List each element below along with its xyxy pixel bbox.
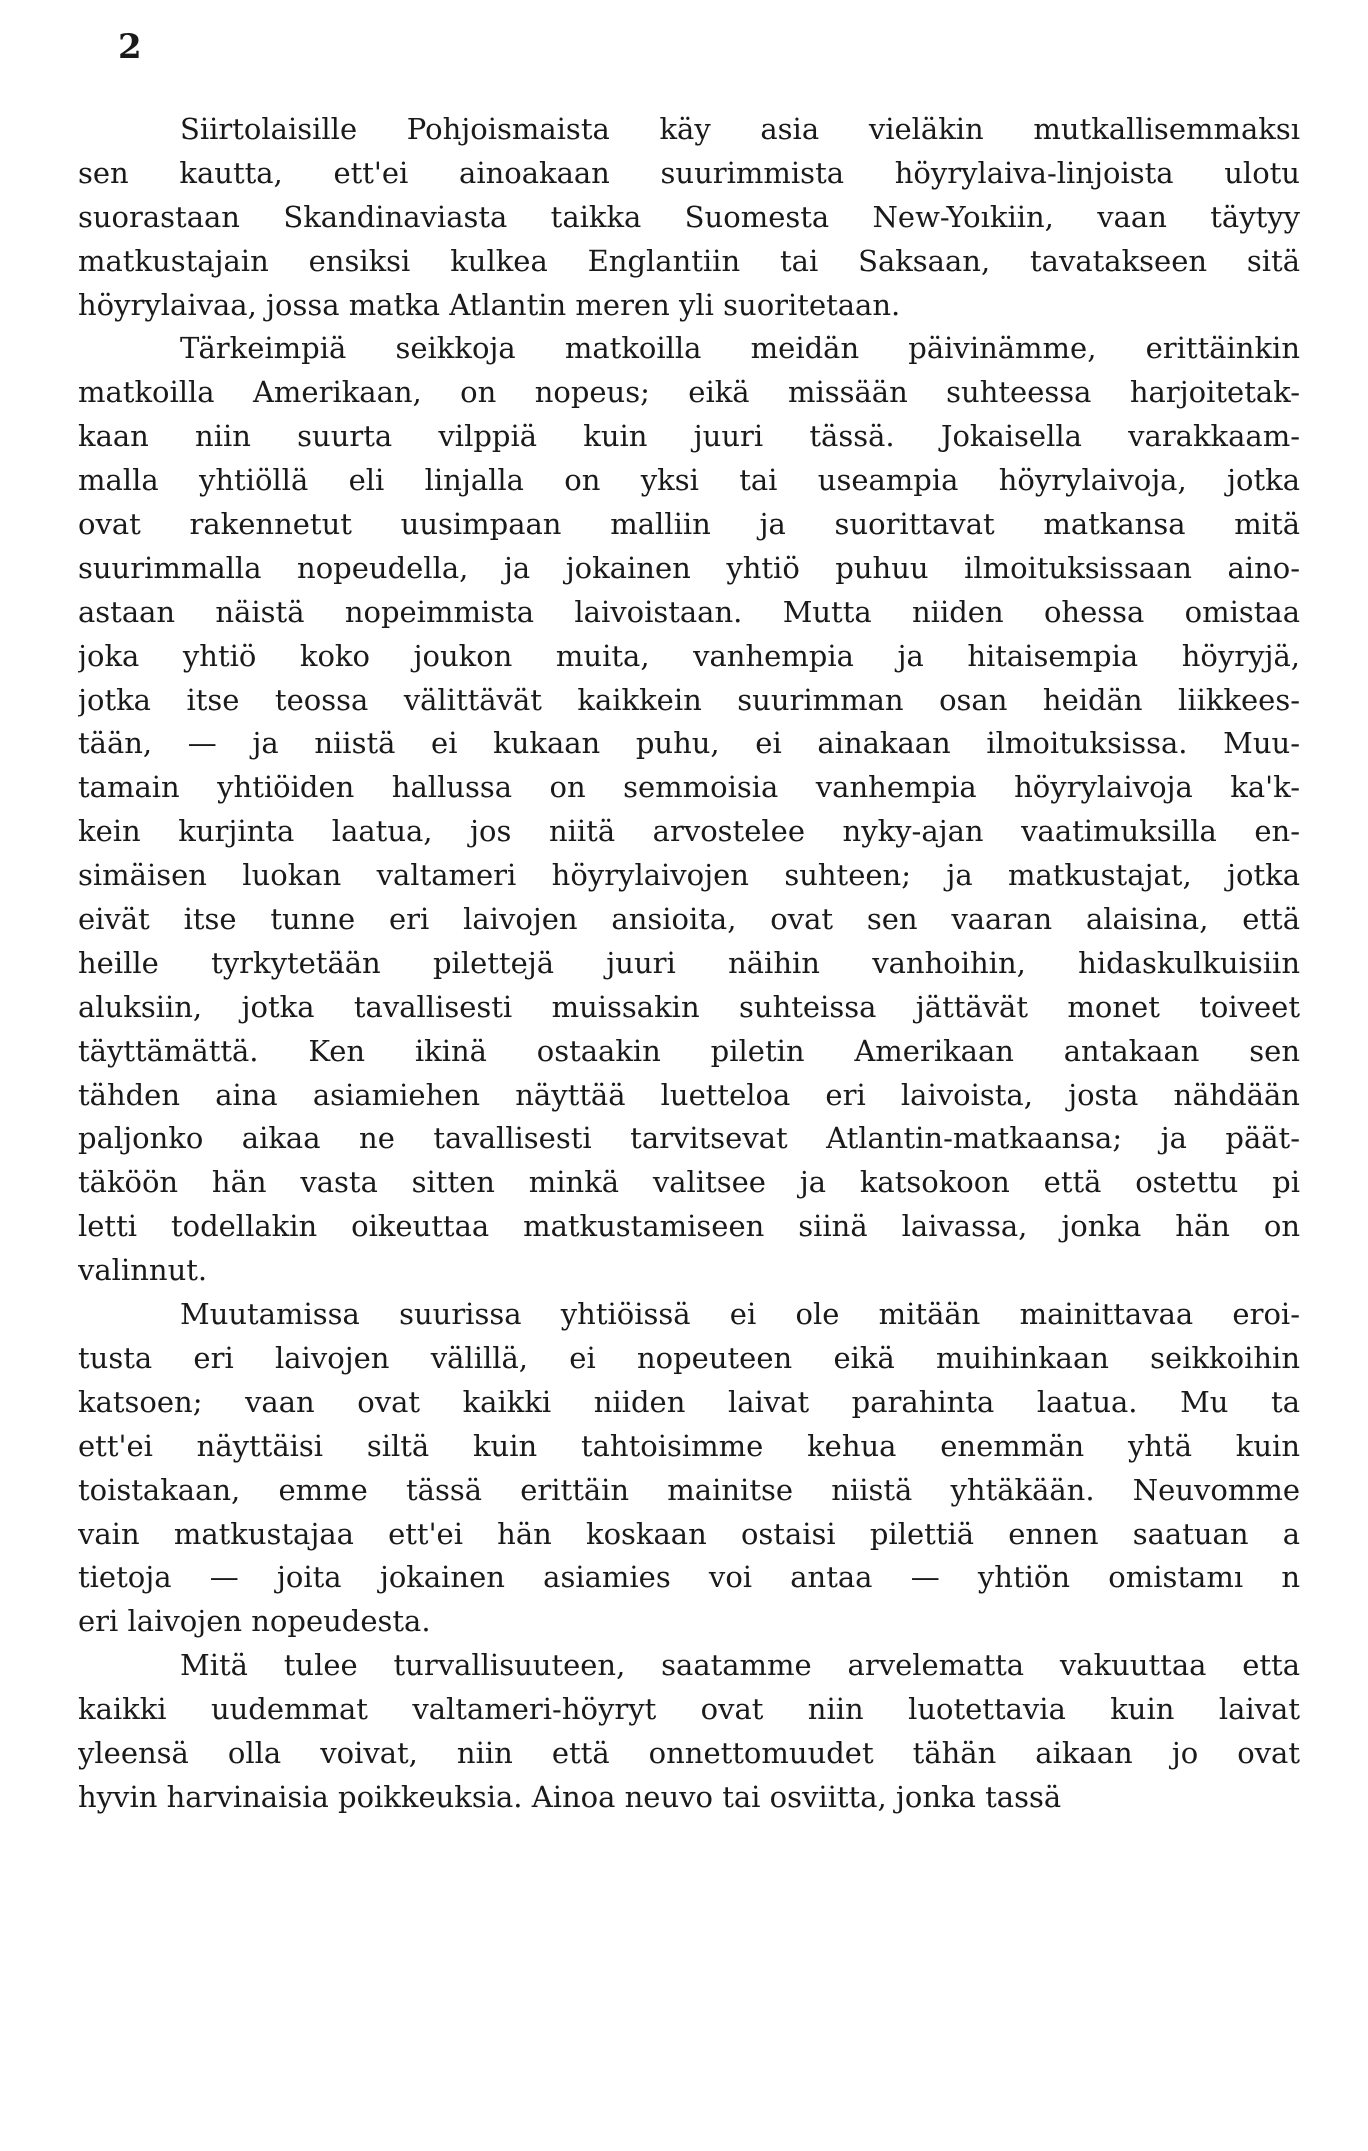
text-line: tään, — ja niistä ei kukaan puhu, ei ainakaan ilmoituksissa. Muu- [78, 726, 1300, 761]
text-line: letti todellakin oikeuttaa matkustamiseen siinä laivassa, jonka hän on [78, 1209, 1300, 1244]
text-line: ovat rakennetut uusimpaan malliin ja suorittavat matkansa mitä [78, 507, 1300, 542]
text-line: heille tyrkytetään pilettejä juuri näihin vanhoihin, hidaskulkuisiin [78, 945, 1300, 980]
text-line: tähden aina asiamiehen näyttää luetteloa eri laivoista, josta nähdään [78, 1077, 1300, 1112]
text-line: kaikki uudemmat valtameri-höyryt ovat niin luotettavia kuin laivat [78, 1692, 1300, 1727]
text-line: katsoen; vaan ovat kaikki niiden laivat parahinta laatua. Mu ta [78, 1384, 1300, 1419]
text-line: eri laivojen nopeudesta. [78, 1604, 431, 1639]
paragraph [78, 1293, 1300, 1644]
text-line: suurimmalla nopeudella, ja jokainen yhtiö puhuu ilmoituksissaan aino- [78, 550, 1300, 585]
text-line: yleensä olla voivat, niin että onnettomuudet tähän aikaan jo ovat [78, 1735, 1300, 1770]
text-line: kaan niin suurta vilppiä kuin juuri tässä. Jokaisella varakkaam- [78, 419, 1300, 454]
text-line: kein kurjinta laatua, jos niitä arvostelee nyky-ajan vaatimuksilla en- [78, 814, 1300, 849]
text-line: simäisen luokan valtameri höyrylaivojen suhteen; ja matkustajat, jotka [78, 858, 1300, 893]
text-line: tietoja — joita jokainen asiamies voi antaa — yhtiön omistamı n [78, 1560, 1300, 1595]
text-line: matkoilla Amerikaan, on nopeus; eikä missään suhteessa harjoitetak- [78, 375, 1300, 410]
text-line: jotka itse teossa välittävät kaikkein suurimman osan heidän liikkees- [78, 682, 1300, 717]
text-line: täköön hän vasta sitten minkä valitsee ja katsokoon että ostettu pi [78, 1165, 1300, 1200]
text-line: aluksiin, jotka tavallisesti muissakin suhteissa jättävät monet toiveet [78, 989, 1300, 1024]
text-line: valinnut. [78, 1253, 208, 1288]
text-line: toistakaan, emme tässä erittäin mainitse niistä yhtäkään. Neuvomme [78, 1472, 1300, 1507]
body-text [78, 108, 1300, 1820]
text-line: ett'ei näyttäisi siltä kuin tahtoisimme kehua enemmän yhtä kuin [78, 1428, 1300, 1463]
text-line: hyvin harvinaisia poikkeuksia. Ainoa neuvo tai osviitta, jonka tassä [78, 1779, 1062, 1814]
text-line: tamain yhtiöiden hallussa on semmoisia vanhempia höyrylaivoja ka'k- [78, 770, 1300, 805]
text-line: matkustajain ensiksi kulkea Englantiin tai Saksaan, tavatakseen sitä [78, 243, 1300, 278]
text-line: täyttämättä. Ken ikinä ostaakin piletin Amerikaan antakaan sen [78, 1033, 1300, 1068]
text-line: sen kautta, ett'ei ainoakaan suurimmista höyrylaiva-linjoista ulotu [78, 155, 1300, 190]
text-line: Tärkeimpiä seikkoja matkoilla meidän päivinämme, erittäinkin [180, 331, 1300, 366]
text-line: vain matkustajaa ett'ei hän koskaan ostaisi pilettiä ennen saatuan a [78, 1516, 1300, 1551]
text-line: astaan näistä nopeimmista laivoistaan. Mutta niiden ohessa omistaa [78, 594, 1300, 629]
paragraph [78, 108, 1300, 327]
text-line: Muutamissa suurissa yhtiöissä ei ole mitään mainittavaa eroi- [180, 1297, 1300, 1332]
paragraph [78, 327, 1300, 1293]
text-line: suorastaan Skandinaviasta taikka Suomesta New-Yoıkiin, vaan täytyy [78, 199, 1300, 234]
text-line: eivät itse tunne eri laivojen ansioita, ovat sen vaaran alaisina, että [78, 902, 1300, 937]
text-line: höyrylaivaa, jossa matka Atlantin meren yli suoritetaan. [78, 287, 901, 322]
text-line: paljonko aikaa ne tavallisesti tarvitsevat Atlantin-matkaansa; ja päät- [78, 1121, 1300, 1156]
text-line: malla yhtiöllä eli linjalla on yksi tai useampia höyrylaivoja, jotka [78, 463, 1300, 498]
paragraph [78, 1644, 1300, 1820]
text-line: Mitä tulee turvallisuuteen, saatamme arvelematta vakuuttaa etta [180, 1648, 1300, 1683]
page-number: 2 [118, 27, 142, 67]
text-line: tusta eri laivojen välillä, ei nopeuteen eikä muihinkaan seikkoihin [78, 1340, 1300, 1375]
text-line: Siirtolaisille Pohjoismaista käy asia vieläkin mutkallisemmaksı [180, 112, 1300, 146]
text-line: joka yhtiö koko joukon muita, vanhempia ja hitaisempia höyryjä, [78, 638, 1300, 673]
